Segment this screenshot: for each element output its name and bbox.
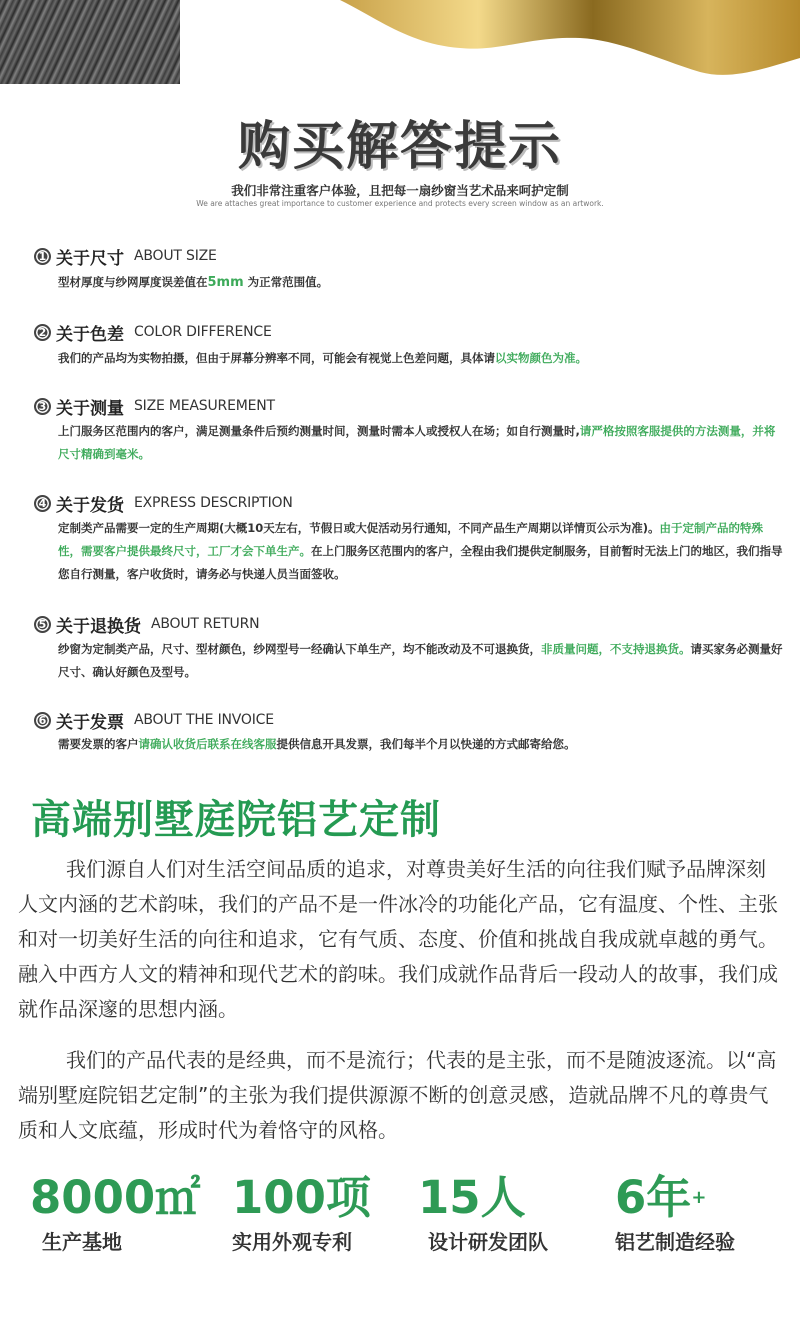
body-text: 定制类产品需要一定的生产周期(大概10天左右，节假日或大促活动另行通知，不同产品生产周期以详情页公示为准)。	[58, 521, 660, 535]
intro-title: 高端别墅庭院铝艺定制	[31, 797, 441, 843]
number-badge: 5	[34, 616, 51, 633]
section-body	[58, 420, 784, 466]
paragraph-text: 我们的产品代表的是经典，而不是流行；代表的是主张，而不是随波逐流。以“高端别墅庭院铝艺定制”的主张为我们提供源源不断的创意灵感，造就品牌不凡的尊贵气质和人文底蕴，形成时代为着恪守的风格。	[18, 1048, 777, 1142]
section-title-cn: 关于发货	[56, 495, 124, 516]
body-text: 在上门服务区范围内的客户，全程由我们提供定制服务，目前暂时无法上门的地区，我们指导您自行测量，客户收货时，请务必与快递人员当面签收。	[58, 544, 783, 581]
page-title: 购买解答提示	[237, 117, 562, 177]
subtitle-cn: 我们非常注重客户体验，且把每一扇纱窗当艺术品来呵护定制	[231, 183, 569, 198]
number-badge: 2	[34, 324, 51, 341]
body-highlight: 请确认收货后联系在线客服	[138, 737, 277, 751]
number-badge: 6	[34, 712, 51, 729]
stat-value: 8000㎡	[30, 1171, 201, 1224]
body-highlight: 由于定制产品的特殊性，需要客户提供最终尺寸，工厂才会下单生产。	[58, 521, 764, 558]
paragraph-text: 我们源自人们对生活空间品质的追求，对尊贵美好生活的向往我们赋予品牌深刻人文内涵的艺术韵味，我们的产品不是一件冰冷的功能化产品，它有温度、个性、主张和对一切美好生活的向往和追求，它有气质、态度、价值和挑战自我成就卓越的勇气。融入中西方人文的精神和现代艺术的韵味。我们成就作品背后一段动人的故事，我们成就作品深邃的思想内涵。	[18, 857, 778, 1021]
body-text: 提供信息开具发票，我们每半个月以快递的方式邮寄给您。	[276, 737, 576, 751]
body-text: 需要发票的客户	[58, 737, 139, 751]
body-text: 请买家务必测量好尺寸、确认好颜色及型号。	[58, 642, 783, 679]
body-highlight: 以实物颜色为准。	[495, 351, 587, 365]
stat-label: 生产基地	[42, 1230, 122, 1254]
section-title-cn: 关于退换货	[56, 616, 141, 637]
section-title-en: ABOUT SIZE	[134, 248, 217, 264]
section-size	[34, 245, 784, 294]
number-badge: 3	[34, 398, 51, 415]
section-measurement	[34, 395, 784, 466]
stat-label: 设计研发团队	[428, 1230, 548, 1254]
number-badge: 1	[34, 248, 51, 265]
body-highlight: 非质量问题，不支持退换货。	[541, 642, 691, 656]
body-highlight: 请严格按照客服提供的方法测量，并将尺寸精确到毫米。	[58, 424, 776, 461]
section-title-cn: 关于色差	[56, 324, 124, 345]
stat-value: 100项	[232, 1171, 371, 1224]
section-return	[34, 613, 784, 684]
body-text: 为正常范围值。	[247, 275, 329, 289]
body-highlight: 5mm	[207, 275, 244, 290]
top-banner	[0, 0, 800, 84]
stat-base	[30, 1172, 200, 1255]
body-text: 纱窗为定制类产品，尺寸、型材颜色，纱网型号一经确认下单生产，均不能改动及不可退换货，	[58, 642, 541, 656]
section-express	[34, 492, 784, 586]
section-title-cn: 关于发票	[56, 712, 124, 733]
section-color	[34, 321, 784, 370]
stat-patents	[232, 1172, 371, 1255]
section-title-en: EXPRESS DESCRIPTION	[134, 495, 293, 511]
intro-paragraph-2	[18, 1043, 778, 1148]
stat-value: 15人	[418, 1171, 526, 1224]
section-title-en: COLOR DIFFERENCE	[134, 324, 272, 340]
stat-value	[615, 1172, 735, 1224]
section-body	[58, 271, 784, 294]
stat-experience	[615, 1172, 735, 1255]
section-title-cn: 关于尺寸	[56, 248, 124, 269]
stat-label: 实用外观专利	[232, 1230, 352, 1254]
section-title-en: SIZE MEASUREMENT	[134, 398, 275, 414]
body-text: 型材厚度与纱网厚度误差值在	[58, 275, 208, 289]
stat-value-text: 6年	[615, 1171, 692, 1224]
section-body	[58, 517, 784, 586]
plus-sign: +	[691, 1187, 707, 1208]
section-body	[58, 347, 784, 370]
section-title-cn: 关于测量	[56, 398, 124, 419]
gold-wave-image	[300, 0, 800, 84]
stone-texture-image	[0, 0, 180, 84]
section-title-en: ABOUT THE INVOICE	[134, 712, 274, 728]
subtitle-en: We are attaches great importance to customer experience and protects every screen window as an artwork.	[196, 199, 604, 208]
body-text: 我们的产品均为实物拍摄，但由于屏幕分辨率不同，可能会有视觉上色差问题，具体请	[58, 351, 495, 365]
number-badge: 4	[34, 495, 51, 512]
section-invoice	[34, 709, 784, 756]
intro-paragraph-1	[18, 852, 778, 1027]
section-body	[58, 733, 784, 756]
section-title-en: ABOUT RETURN	[151, 616, 260, 632]
stat-label: 铝艺制造经验	[615, 1230, 735, 1254]
section-body	[58, 638, 784, 684]
body-text: 上门服务区范围内的客户，满足测量条件后预约测量时间，测量时需本人或授权人在场；如自行测量时,	[58, 424, 580, 438]
stat-team	[418, 1172, 548, 1255]
